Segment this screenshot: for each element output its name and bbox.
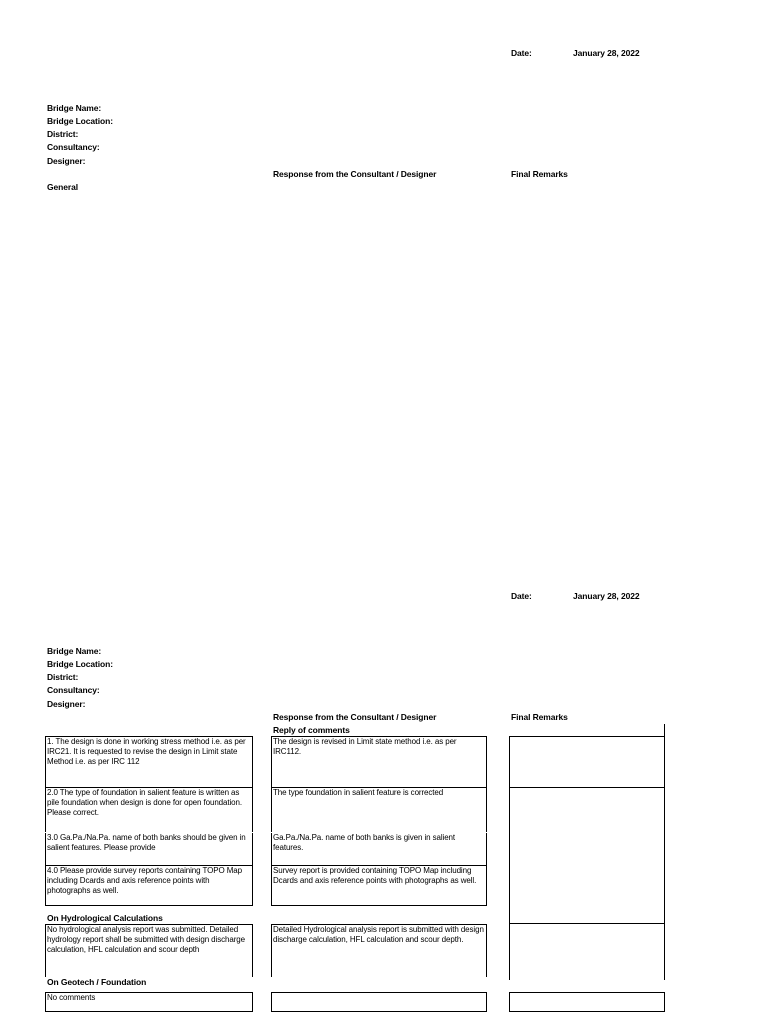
bridge-location-label: Bridge Location: — [47, 659, 113, 669]
date-value: January 28, 2022 — [573, 591, 640, 601]
comment-cell: 1. The design is done in working stress method i.e. as per IRC21. It is requested to revise the design in Limit state Method i.e. as per IRC 112 — [45, 736, 253, 788]
geotech-final-remarks-cell — [509, 992, 665, 1012]
designer-label: Designer: — [47, 699, 86, 709]
final-remarks-cell — [509, 788, 665, 924]
designer-label: Designer: — [47, 156, 86, 166]
geotech-comment-cell: No comments — [45, 992, 253, 1012]
hydrological-comment-cell: No hydrological analysis report was submitted. Detailed hydrology report shall be submitted with design discharge calculation, HFL calculation and scour depth — [45, 924, 253, 977]
final-remarks-header: Final Remarks — [511, 712, 568, 722]
date-label: Date: — [511, 591, 532, 601]
hydrological-response-cell: Detailed Hydrological analysis report is submitted with design discharge calculation, HFL calculation and scour depth. — [271, 924, 487, 977]
response-cell: The type foundation in salient feature is corrected — [271, 788, 487, 832]
final-remarks-header: Final Remarks — [511, 169, 568, 179]
comment-cell: 2.0 The type of foundation in salient feature is written as pile foundation when design is done for open foundation. Please correct. — [45, 788, 253, 832]
bridge-name-label: Bridge Name: — [47, 103, 102, 113]
comment-cell: 3.0 Ga.Pa./Na.Pa. name of both banks should be given in salient features. Please provide — [45, 833, 253, 866]
consultancy-label: Consultancy: — [47, 142, 100, 152]
response-cell: The design is revised in Limit state method i.e. as per IRC112. — [271, 736, 487, 788]
response-cell: Ga.Pa./Na.Pa. name of both banks is given in salient features. — [271, 833, 487, 866]
general-label: General — [47, 182, 78, 192]
district-label: District: — [47, 129, 79, 139]
response-cell: Survey report is provided containing TOPO Map including Dcards and axis reference points with photographs as well. — [271, 866, 487, 906]
geotech-response-cell — [271, 992, 487, 1012]
consultancy-label: Consultancy: — [47, 685, 100, 695]
bridge-location-label: Bridge Location: — [47, 116, 113, 126]
comment-cell: 4.0 Please provide survey reports containing TOPO Map including Dcards and axis reference points with photographs as well. — [45, 866, 253, 906]
district-label: District: — [47, 672, 79, 682]
hydrological-heading: On Hydrological Calculations — [47, 913, 163, 923]
date-label: Date: — [511, 48, 532, 58]
geotech-heading: On Geotech / Foundation — [47, 977, 147, 987]
response-header: Response from the Consultant / Designer — [273, 169, 437, 179]
response-header: Response from the Consultant / Designer — [273, 712, 437, 722]
final-remarks-cell — [509, 924, 665, 980]
date-value: January 28, 2022 — [573, 48, 640, 58]
bridge-name-label: Bridge Name: — [47, 646, 102, 656]
reply-of-comments-label: Reply of comments — [273, 725, 350, 735]
final-remarks-cell — [509, 736, 665, 788]
